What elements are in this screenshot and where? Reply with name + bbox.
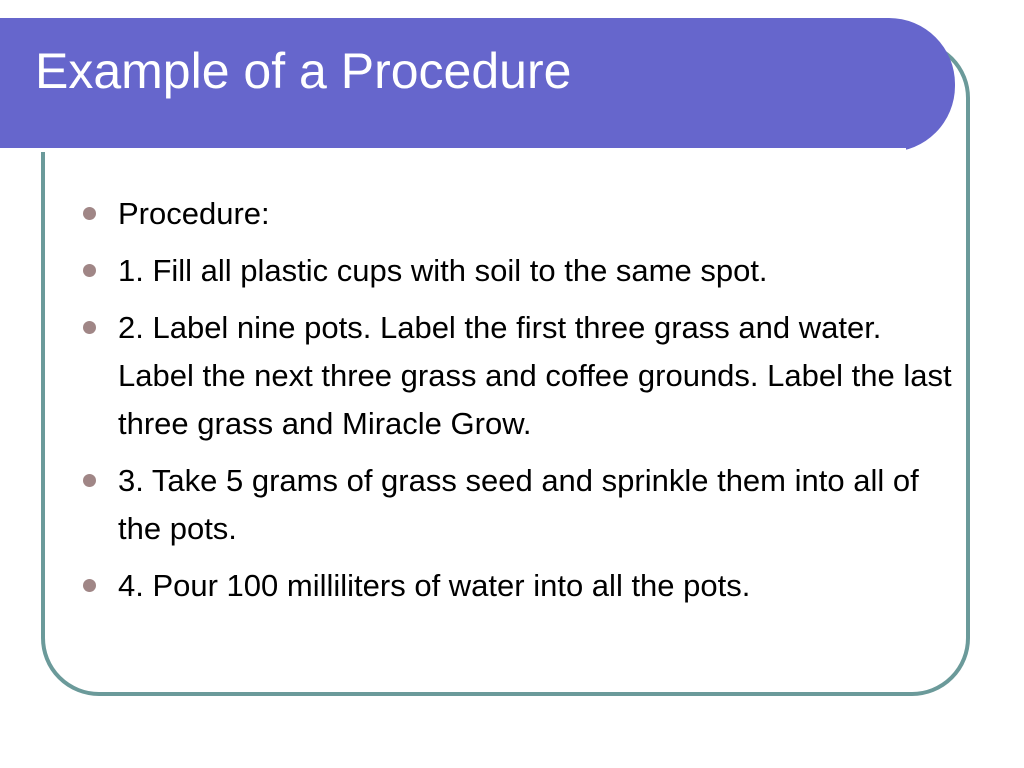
bullet-text: 3. Take 5 grams of grass seed and sprinkle them into all of the pots. [118, 463, 919, 546]
bullet-item-step-1 [80, 247, 960, 295]
round-bullet-icon [83, 321, 96, 334]
round-bullet-icon [83, 474, 96, 487]
bullet-text: 1. Fill all plastic cups with soil to the same spot. [118, 253, 768, 288]
slide-title: Example of a Procedure [35, 43, 572, 99]
bullet-item-step-2 [80, 304, 960, 448]
round-bullet-icon [83, 579, 96, 592]
round-bullet-icon [83, 207, 96, 220]
bullet-item-procedure-heading [80, 190, 960, 238]
bullet-text: Procedure: [118, 196, 270, 231]
bullet-text: 4. Pour 100 milliliters of water into all the pots. [118, 568, 751, 603]
bullet-item-step-3 [80, 457, 960, 553]
bullet-item-step-4 [80, 562, 960, 610]
title-underline [0, 148, 906, 152]
bullet-list [80, 190, 960, 619]
bullet-text: 2. Label nine pots. Label the first three grass and water. Label the next three grass and coffee grounds. Label the last three grass and Miracle Grow. [118, 310, 952, 441]
round-bullet-icon [83, 264, 96, 277]
